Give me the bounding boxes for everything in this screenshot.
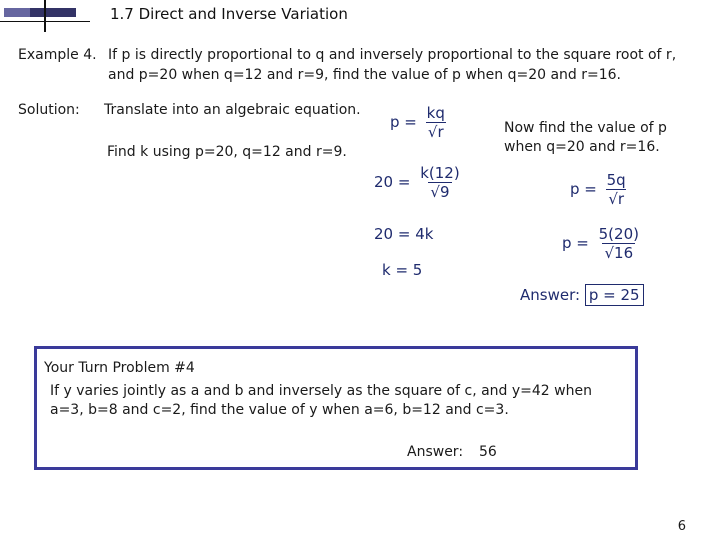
example-text-line2: and p=20 when q=12 and r=9, find the value of p when q=20 and r=16. — [108, 67, 622, 83]
example-text-line1: If p is directly proportional to q and inversely proportional to the square root of r, — [108, 47, 677, 63]
your-turn-answer-value: 56 — [479, 444, 497, 460]
equation-k-value: k = 5 — [382, 261, 423, 279]
slide-title: 1.7 Direct and Inverse Variation — [110, 5, 348, 23]
solution-step-translate: Translate into an algebraic equation. — [104, 102, 361, 118]
equation-simplified: 20 = 4k — [374, 225, 434, 243]
header-decoration-vertical-line — [44, 0, 46, 32]
example-answer — [520, 286, 644, 304]
solution-step-find-k: Find k using p=20, q=12 and r=9. — [107, 144, 347, 160]
equation-variation-model: p = $\frac{kq}{√r}$ — [390, 104, 445, 141]
solution-step-find-p-line1: Now find the value of p — [504, 120, 667, 136]
example-answer-value: p = 25 — [585, 284, 644, 306]
example-label: Example 4. — [18, 47, 97, 63]
solution-label: Solution: — [18, 102, 80, 118]
your-turn-title: Your Turn Problem #4 — [44, 360, 195, 376]
header-decoration-horizontal-line — [0, 21, 90, 22]
your-turn-line2: a=3, b=8 and c=2, find the value of y when a=6, b=12 and c=3. — [50, 402, 509, 418]
your-turn-line1: If y varies jointly as a and b and inversely as the square of c, and y=42 when — [50, 383, 592, 399]
equation-substitute-new-values: p = $\frac{5(20)}{√16}$ — [562, 225, 639, 262]
equation-with-k: p = $\frac{5q}{√r}$ — [570, 171, 626, 208]
header-decoration-accent — [4, 8, 30, 17]
your-turn-answer-label: Answer: — [407, 444, 464, 460]
solution-step-find-p-line2: when q=20 and r=16. — [504, 139, 660, 155]
equation-substitute-values: 20 = $\frac{k(12)}{√9}$ — [374, 164, 460, 201]
example-answer-label: Answer: — [520, 286, 581, 304]
page-number: 6 — [677, 519, 686, 534]
